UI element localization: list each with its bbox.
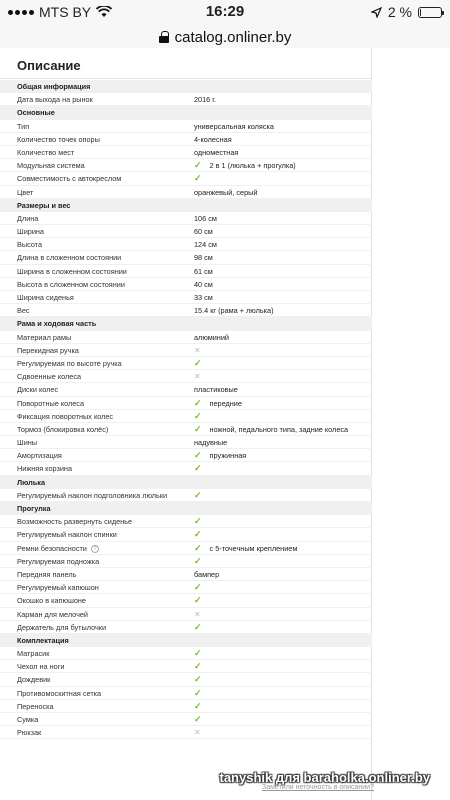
spec-label	[17, 660, 64, 673]
cross-icon: ✕	[194, 609, 201, 619]
spec-row	[0, 410, 372, 423]
spec-label-text: Амортизация	[17, 451, 62, 461]
spec-label-text: Фиксация поворотных колес	[17, 411, 114, 421]
spec-value-text: ножной, педального типа, задние колеса	[209, 424, 349, 434]
spec-label	[17, 594, 86, 607]
spec-label	[17, 172, 121, 185]
spec-row	[0, 133, 372, 146]
spec-value	[194, 436, 227, 449]
spec-label-text: Окошко в капюшоне	[17, 596, 86, 606]
spec-value	[194, 700, 202, 713]
spec-label-text: Количество мест	[17, 147, 75, 157]
spec-row	[0, 172, 372, 185]
check-icon: ✓	[194, 687, 202, 698]
spec-label-text: Количество точек опоры	[17, 134, 100, 144]
spec-label-text: Совместимость с автокреслом	[17, 174, 122, 184]
spec-value	[194, 225, 213, 238]
spec-label	[17, 278, 125, 291]
spec-label	[17, 93, 93, 106]
spec-value	[194, 357, 202, 370]
spec-label	[17, 397, 84, 410]
carrier-name: MTS BY	[39, 4, 92, 20]
spec-label-text: Вес	[17, 306, 30, 316]
spec-row	[0, 568, 372, 581]
spec-row	[0, 489, 372, 502]
spec-row	[0, 542, 372, 555]
spec-label	[17, 370, 81, 383]
spec-value	[194, 542, 297, 555]
report-inaccuracy-link[interactable]: Заметили неточность в описании?	[262, 784, 374, 791]
spec-value	[194, 212, 217, 225]
url-text: catalog.onliner.by	[174, 28, 292, 46]
spec-row	[0, 238, 372, 251]
check-icon: ✓	[194, 160, 202, 171]
spec-value	[194, 370, 201, 383]
spec-label	[17, 542, 99, 555]
spec-label-text: Ремни безопасности	[17, 543, 87, 553]
spec-row	[0, 397, 372, 410]
check-icon: ✓	[194, 450, 202, 461]
spec-label	[17, 726, 41, 739]
spec-value	[194, 528, 202, 541]
check-icon: ✓	[194, 700, 202, 711]
spec-label	[17, 436, 37, 449]
section-header: Прогулка	[0, 502, 372, 515]
spec-value	[194, 304, 274, 317]
spec-label-text: Тормоз (блокировка колёс)	[17, 424, 109, 434]
spec-label-text: Держатель для бутылочки	[17, 622, 107, 632]
spec-row	[0, 304, 372, 317]
battery-icon	[418, 7, 442, 18]
section-header: Люлька	[0, 476, 372, 489]
spec-label	[17, 700, 54, 713]
spec-value	[194, 410, 202, 423]
spec-label	[17, 608, 88, 621]
spec-row	[0, 186, 372, 199]
spec-label-text: Карман для мелочей	[17, 609, 88, 619]
spec-row	[0, 344, 372, 357]
spec-value	[194, 265, 213, 278]
spec-row	[0, 713, 372, 726]
spec-label-text: Переноска	[17, 701, 54, 711]
spec-label	[17, 238, 42, 251]
help-icon[interactable]: ?	[91, 545, 99, 553]
check-icon: ✓	[194, 555, 202, 566]
spec-value	[194, 608, 201, 621]
spec-row	[0, 687, 372, 700]
spec-label	[17, 423, 108, 436]
spec-value	[194, 186, 257, 199]
check-icon: ✓	[194, 489, 202, 500]
spec-value	[194, 238, 217, 251]
spec-row	[0, 462, 372, 475]
section-header: Рама и ходовая часть	[0, 317, 372, 330]
battery-percent: 2 %	[387, 4, 412, 20]
check-icon: ✓	[194, 516, 202, 527]
spec-label-text: Регулируемый капюшон	[17, 583, 99, 593]
spec-row	[0, 265, 372, 278]
spec-label	[17, 331, 71, 344]
check-icon: ✓	[194, 714, 202, 724]
check-icon: ✓	[194, 173, 202, 184]
cross-icon: ✕	[194, 728, 201, 738]
check-icon: ✓	[194, 542, 202, 553]
page-title: Описание	[17, 58, 81, 73]
lock-icon	[159, 31, 169, 43]
spec-value	[194, 594, 202, 607]
spec-row	[0, 581, 372, 594]
status-bar	[0, 0, 450, 26]
spec-label-text: Цвет	[17, 187, 34, 197]
spec-row	[0, 555, 372, 568]
spec-label	[17, 159, 85, 172]
spec-value	[194, 146, 238, 159]
spec-label	[17, 265, 127, 278]
spec-label-text: Противомоскитная сетка	[17, 688, 102, 698]
check-icon: ✓	[194, 397, 202, 408]
spec-label-text: Регулируемый наклон спинки	[17, 530, 117, 540]
spec-label	[17, 225, 44, 238]
spec-label-text: Дождевик	[17, 675, 51, 685]
spec-label	[17, 212, 38, 225]
spec-value-text: 124 см	[194, 240, 217, 250]
spec-row	[0, 212, 372, 225]
spec-value-text: передние	[209, 398, 242, 408]
spec-row	[0, 146, 372, 159]
spec-label-text: Передняя панель	[17, 569, 77, 579]
spec-row	[0, 436, 372, 449]
spec-value	[194, 423, 348, 436]
spec-value	[194, 291, 213, 304]
spec-row	[0, 621, 372, 634]
spec-label-text: Регулируемый наклон подголовника люльки	[17, 490, 168, 500]
spec-row	[0, 291, 372, 304]
spec-value	[194, 120, 274, 133]
spec-label	[17, 383, 58, 396]
spec-row	[0, 331, 372, 344]
spec-label-text: Возможность развернуть сиденье	[17, 517, 133, 527]
spec-row	[0, 673, 372, 686]
spec-row	[0, 515, 372, 528]
spec-value	[194, 568, 219, 581]
spec-label	[17, 621, 106, 634]
spec-value	[194, 647, 202, 660]
spec-value-text: 4-колесная	[194, 134, 232, 144]
spec-label-text: Материал рамы	[17, 332, 72, 342]
address-bar[interactable]	[0, 26, 450, 48]
check-icon: ✓	[194, 661, 202, 672]
spec-value-text: бампер	[194, 569, 220, 579]
section-header: Общая информация	[0, 80, 372, 93]
check-icon: ✓	[194, 595, 202, 606]
spec-value	[194, 251, 213, 264]
spec-value-text: 60 см	[194, 227, 213, 237]
spec-value	[194, 713, 202, 726]
spec-value	[194, 462, 202, 475]
spec-label-text: Нижняя корзина	[17, 464, 73, 474]
cross-icon: ✕	[194, 372, 201, 382]
spec-row	[0, 383, 372, 396]
spec-row	[0, 726, 372, 739]
spec-value	[194, 515, 202, 528]
spec-row	[0, 278, 372, 291]
spec-label	[17, 357, 122, 370]
watermark: tanyshik для baraholka.onliner.by	[219, 770, 430, 785]
spec-label	[17, 304, 30, 317]
spec-value	[194, 581, 202, 594]
spec-label	[17, 568, 76, 581]
spec-row	[0, 225, 372, 238]
spec-label-text: Модульная система	[17, 161, 85, 171]
spec-label	[17, 515, 132, 528]
spec-label	[17, 146, 74, 159]
check-icon: ✓	[194, 674, 202, 685]
spec-value	[194, 331, 229, 344]
spec-label	[17, 581, 99, 594]
spec-value-text: одноместная	[194, 147, 239, 157]
spec-label	[17, 186, 33, 199]
spec-value	[194, 621, 202, 634]
spec-label-text: Дата выхода на рынок	[17, 95, 93, 105]
spec-value	[194, 93, 216, 106]
spec-label	[17, 133, 100, 146]
spec-row	[0, 449, 372, 462]
check-icon: ✓	[194, 423, 202, 434]
check-icon: ✓	[194, 648, 202, 659]
spec-label	[17, 713, 38, 726]
spec-value-text: с 5-точечным креплением	[209, 543, 298, 553]
check-icon: ✓	[194, 621, 202, 632]
clock: 16:29	[205, 3, 245, 20]
check-icon: ✓	[194, 463, 202, 474]
spec-label-text: Рюкзак	[17, 728, 42, 738]
spec-label-text: Перекидная ручка	[17, 345, 79, 355]
spec-table	[0, 80, 372, 739]
spec-value	[194, 726, 201, 739]
spec-value	[194, 397, 242, 410]
spec-row	[0, 159, 372, 172]
spec-label	[17, 528, 117, 541]
spec-value	[194, 278, 213, 291]
spec-label-text: Длина в сложенном состоянии	[17, 253, 122, 263]
spec-value-text: оранжевый, серый	[194, 187, 258, 197]
spec-value-text: 15.4 кг (рама + люлька)	[194, 306, 274, 316]
divider	[0, 78, 372, 79]
spec-value-text: универсальная коляска	[194, 121, 274, 131]
spec-value-text: надувные	[194, 438, 228, 448]
spec-value	[194, 383, 238, 396]
spec-label	[17, 410, 113, 423]
check-icon: ✓	[194, 529, 202, 540]
spec-label	[17, 291, 74, 304]
spec-row	[0, 608, 372, 621]
spec-label-text: Поворотные колеса	[17, 398, 85, 408]
spec-value-text: 2016 г.	[194, 95, 217, 105]
check-icon: ✓	[194, 410, 202, 421]
spec-value-text: алюминий	[194, 332, 229, 342]
spec-label	[17, 449, 62, 462]
spec-label-text: Ширина в сложенном состоянии	[17, 266, 127, 276]
spec-row	[0, 357, 372, 370]
spec-value-text: 61 см	[194, 266, 213, 276]
spec-value	[194, 159, 296, 172]
section-header: Размеры и вес	[0, 199, 372, 212]
spec-value-text: 106 см	[194, 213, 217, 223]
spec-row	[0, 251, 372, 264]
spec-value-text: 98 см	[194, 253, 213, 263]
spec-value	[194, 133, 232, 146]
spec-label-text: Сумка	[17, 715, 39, 724]
spec-row	[0, 370, 372, 383]
spec-value	[194, 673, 202, 686]
spec-row	[0, 594, 372, 607]
spec-label-text: Ширина	[17, 227, 44, 237]
spec-label	[17, 687, 101, 700]
spec-label-text: Регулируемая подножка	[17, 556, 100, 566]
spec-row	[0, 120, 372, 133]
spec-label	[17, 251, 121, 264]
location-arrow-icon	[371, 7, 382, 18]
spec-label-text: Ширина сиденья	[17, 293, 74, 302]
cross-icon: ✕	[194, 345, 201, 355]
spec-value	[194, 489, 202, 502]
spec-value	[194, 449, 246, 462]
spec-label	[17, 647, 49, 660]
spec-value	[194, 344, 201, 357]
section-header: Комплектация	[0, 634, 372, 647]
spec-label	[17, 673, 50, 686]
spec-value	[194, 660, 202, 673]
spec-label	[17, 555, 99, 568]
spec-row	[0, 660, 372, 673]
spec-row	[0, 93, 372, 106]
spec-label-text: Регулируемая по высоте ручка	[17, 358, 122, 368]
description-panel	[0, 48, 372, 800]
check-icon: ✓	[194, 582, 202, 593]
spec-value-text: пружинная	[209, 451, 247, 461]
spec-label-text: Высота	[17, 240, 43, 250]
spec-label	[17, 489, 167, 502]
spec-value-text: 33 см	[194, 293, 213, 302]
spec-label-text: Диски колес	[17, 385, 59, 395]
spec-value-text: 2 в 1 (люлька + прогулка)	[209, 161, 296, 171]
check-icon: ✓	[194, 357, 202, 368]
spec-label	[17, 120, 29, 133]
spec-row	[0, 423, 372, 436]
spec-row	[0, 528, 372, 541]
spec-label-text: Тип	[17, 121, 30, 131]
spec-value-text: 40 см	[194, 279, 213, 289]
battery-info	[371, 4, 442, 20]
spec-value-text: пластиковые	[194, 385, 238, 395]
spec-label-text: Длина	[17, 213, 39, 223]
spec-label	[17, 462, 72, 475]
spec-row	[0, 647, 372, 660]
spec-value	[194, 555, 202, 568]
spec-row	[0, 700, 372, 713]
spec-label-text: Чехол на ноги	[17, 662, 65, 672]
spec-label-text: Матрасик	[17, 649, 50, 659]
section-header: Основные	[0, 106, 372, 119]
spec-value	[194, 172, 202, 185]
spec-value	[194, 687, 202, 700]
spec-label-text: Шины	[17, 438, 38, 448]
spec-label	[17, 344, 79, 357]
spec-label-text: Высота в сложенном состоянии	[17, 279, 125, 289]
spec-label-text: Сдвоенные колеса	[17, 372, 82, 382]
